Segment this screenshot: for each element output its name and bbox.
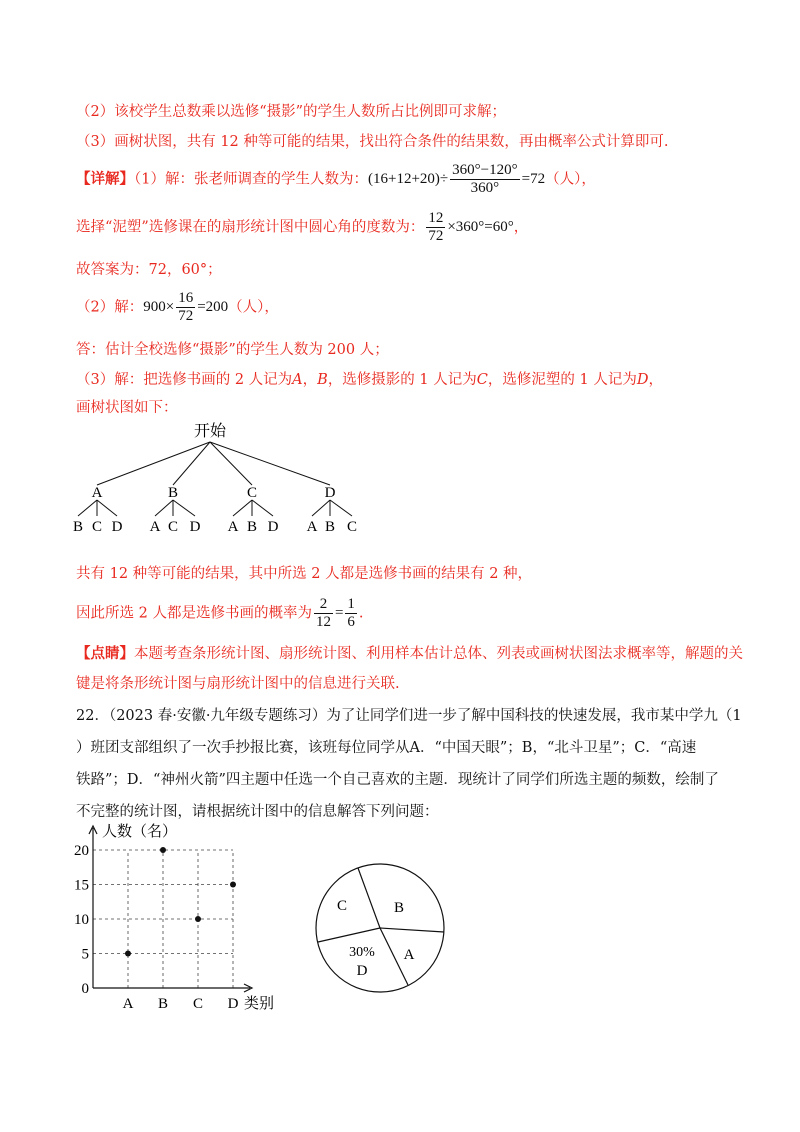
probability-text: 因此所选 2 人都是选修书画的概率为	[76, 605, 312, 622]
part2-text: （2）解：	[76, 299, 144, 316]
y-tick-label: 5	[81, 946, 89, 963]
question-line-4: 不完整的统计图，请根据统计图中的信息解答下列问题：	[76, 804, 439, 820]
frac-den: 72	[178, 308, 194, 324]
expr-sum: (16+12+20)÷	[367, 171, 449, 187]
question-line-1: 22．（2023 春·安徽·九年级专题练习）为了让同学们进一步了解中国科技的快速发展，我市某中学九（1	[76, 708, 742, 724]
tree-node-l2: B	[324, 519, 336, 535]
question-line-2: ）班团支部组织了一次手抄报比赛，该班每位同学从A．“中国天眼”；B，“北斗卫星”；C．“高速	[76, 740, 697, 756]
tree-node-l2: A	[306, 519, 318, 535]
tree-node-l2: D	[111, 519, 123, 535]
answer-line-2: 答：估计全校选修“摄影”的学生人数为 200 人；	[76, 342, 389, 358]
pie-label-c: C	[336, 898, 348, 914]
frac-num: 16	[178, 290, 194, 306]
fraction-12-72	[426, 210, 445, 245]
y-tick-label: 0	[81, 981, 89, 997]
punct: .	[358, 605, 364, 622]
punct: ，	[513, 219, 529, 236]
x-tick-label: A	[122, 996, 134, 1012]
pie-divider	[380, 928, 444, 932]
frac-num: 360°−120°	[452, 162, 518, 178]
tree-intro: 画树状图如下：	[76, 400, 178, 416]
frac-num: 12	[428, 210, 444, 226]
x-tick-label: C	[192, 996, 204, 1012]
var-d: D	[636, 372, 649, 388]
comment-tag: 【点睛】	[76, 645, 134, 662]
pie-chart	[310, 858, 460, 1008]
tree-node-l2: C	[167, 519, 179, 535]
expr-900: 900×	[143, 299, 175, 315]
pie-label-b: B	[393, 900, 405, 916]
analysis-line-3: （3）画树状图，共有 12 种等可能的结果，找出符合条件的结果数，再由概率公式计算即可.	[76, 134, 669, 150]
question-line-3: 铁路”；D．“神州火箭”四主题中任选一个自己喜欢的主题．现统计了同学们所选主题的频数，绘制了	[76, 772, 719, 788]
y-tick-label: 10	[74, 912, 89, 928]
comment-line-1	[76, 642, 743, 663]
data-point	[160, 847, 166, 853]
scatter-chart	[60, 818, 290, 1018]
comment-text: 本题考查条形统计图、扇形统计图、利用样本估计总体、列表或画树状图法求概率等，解题的关	[134, 646, 743, 662]
angle-text: 选择“泥塑”选修课在的扇形统计图中圆心角的度数为：	[76, 219, 425, 236]
tree-node-l2: B	[72, 519, 84, 535]
fraction-1-6	[345, 596, 357, 631]
pie-label-a: A	[403, 947, 415, 963]
y-axis-label: 人数（名）	[102, 824, 178, 840]
tree-node-l2: A	[149, 519, 161, 535]
pie-divider	[358, 868, 380, 928]
frac-den: 72	[428, 228, 444, 244]
detail-line-2	[76, 210, 528, 245]
frac-num: 1	[347, 596, 355, 612]
analysis-line-2: （2）该校学生总数乘以选修“摄影”的学生人数所占比例即可求解；	[76, 104, 507, 120]
unit-text: （人），	[545, 171, 596, 188]
x-tick-label: B	[157, 996, 169, 1012]
data-point	[230, 882, 236, 888]
tree-node-l2: C	[346, 519, 358, 535]
pie-label-percent: 30%	[349, 945, 375, 960]
result-line-1: 共有 12 种等可能的结果，其中所选 2 人都是选修书画的结果有 2 种，	[76, 566, 533, 582]
x-tick-label: D	[227, 996, 239, 1012]
punct: ，	[648, 372, 663, 388]
fraction-angle	[450, 162, 519, 197]
fraction-16-72	[176, 290, 195, 325]
data-point	[125, 951, 131, 957]
data-point	[195, 916, 201, 922]
equals: =	[334, 605, 344, 621]
tree-node-l2: C	[91, 519, 103, 535]
tree-node-l2: D	[189, 519, 201, 535]
tree-root: 开始	[193, 423, 227, 440]
detail-tag: 【详解】	[76, 170, 134, 188]
var-c: C	[476, 372, 488, 388]
fraction-2-12	[314, 596, 333, 631]
unit-text: （人），	[228, 299, 279, 316]
expr-result: =72	[521, 171, 546, 187]
pie-label-d: D	[356, 963, 368, 979]
part3-text-b: ，选修摄影的 1 人记为	[327, 372, 477, 388]
result-line-2	[76, 596, 364, 631]
frac-num: 2	[314, 596, 333, 614]
tree-node-l1: A	[91, 485, 103, 501]
var-b: B	[317, 372, 328, 388]
y-tick-label: 15	[74, 877, 89, 894]
detail-line-1	[76, 162, 596, 197]
tree-node-l1: C	[246, 485, 258, 501]
expr-200: =200	[197, 299, 229, 315]
y-tick-label: 20	[74, 843, 89, 859]
detail-line-3	[76, 290, 279, 325]
tree-diagram	[60, 418, 400, 543]
tree-node-l1: B	[167, 485, 179, 501]
comment-line-2: 键是将条形统计图与扇形统计图中的信息进行关联.	[76, 676, 400, 692]
detail-line-4	[76, 368, 663, 389]
tree-node-l2: A	[227, 519, 239, 535]
frac-den: 360°	[470, 180, 500, 196]
frac-den: 6	[347, 614, 355, 630]
frac-den: 12	[315, 614, 331, 630]
answer-line-1: 故答案为：72，60°；	[76, 262, 222, 278]
tree-node-l2: B	[246, 519, 258, 535]
tree-node-l1: D	[324, 485, 336, 501]
pie-divider	[318, 928, 380, 942]
punct: ，	[302, 372, 318, 388]
x-axis-label: 类别	[244, 996, 275, 1012]
expr-angle: ×360°=60°	[447, 219, 514, 235]
part3-text: （3）解：把选修书画的 2 人记为	[76, 372, 293, 388]
detail-text: （1）解：张老师调查的学生人数为：	[134, 171, 368, 188]
var-a: A	[292, 372, 303, 388]
part3-text-c: ，选修泥塑的 1 人记为	[487, 372, 637, 388]
tree-node-l2: D	[267, 519, 279, 535]
